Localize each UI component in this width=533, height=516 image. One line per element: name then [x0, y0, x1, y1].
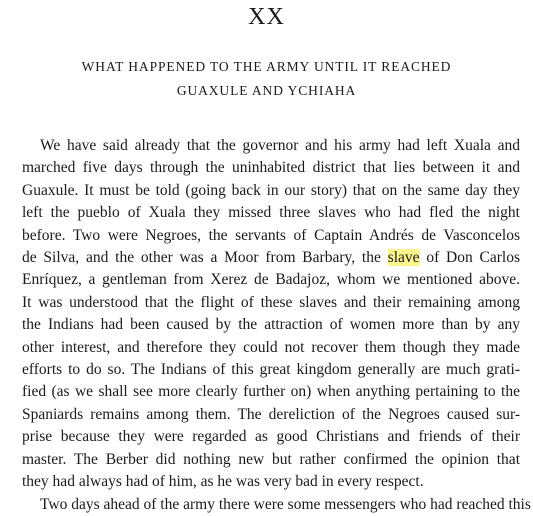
paragraph-line: Enríquez, a gentleman from Xerez de Badajoz, whom we mentioned above. [22, 271, 520, 289]
paragraph-line [22, 247, 520, 269]
paragraph-line: other interest, and therefore they could not recover them though they made [22, 338, 520, 356]
paragraph-line: prise because they were regarded as good Christians and friends of their [22, 428, 520, 446]
chapter-title [14, 55, 519, 103]
chapter-number: XX [248, 4, 285, 30]
paragraph-line: marched five days through the uninhabited district that lies between it and [22, 159, 520, 177]
highlighted-word[interactable]: slave [387, 249, 420, 267]
chapter-title-line-2: GUAXULE AND YCHIAHA [176, 83, 357, 98]
paragraph-line: left the pueblo of Xuala they missed three slaves who had fled the night [22, 204, 520, 222]
paragraph-line: Guaxule. It must be told (going back in our story) that on the same day they [22, 181, 520, 199]
paragraph-line: fied (as we shall see more clearly further on) when anything pertaining to the [22, 383, 520, 401]
chapter-paragraph [22, 135, 531, 513]
paragraph-line: efforts to do so. The Indians of this great kingdom generally are much grati- [22, 361, 520, 379]
paragraph-line: master. The Berber did nothing new but rather confirmed the opinion that [22, 450, 520, 468]
paragraph-line: before. Two were Negroes, the servants of Captain Andrés de Vasconcelos [22, 226, 520, 244]
paragraph-line: It was understood that the flight of these slaves and their remaining among [22, 293, 520, 311]
paragraph-line: they had always had of him, as he was very bad in every respect. [22, 473, 424, 491]
chapter-title-line-1: WHAT HAPPENED TO THE ARMY UNTIL IT REACHED [81, 59, 452, 74]
paragraph-line: Spaniards remains among them. The dereliction of the Negroes caused sur- [22, 405, 520, 423]
paragraph-line: We have said already that the governor and his army had left Xuala and [40, 137, 520, 154]
paragraph-line-cut-off: Two days ahead of the army there were some messengers who had reached this [40, 495, 531, 513]
text-segment: de Silva, and the other was a Moor from Barbary, the [22, 249, 388, 267]
paragraph-line: the Indians had been caused by the attraction of women more than by any [22, 316, 520, 334]
text-segment: of Don Carlos [419, 249, 520, 267]
